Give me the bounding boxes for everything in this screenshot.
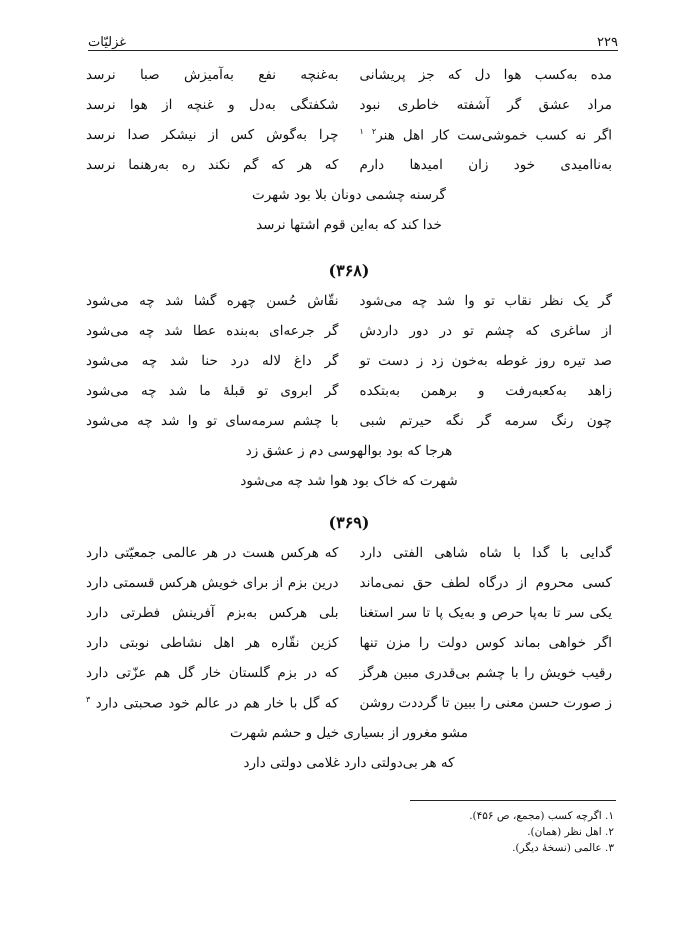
hemistich-second: که هرکس هست در هر عالمی جمعیّتی دارد	[86, 545, 339, 561]
couplet	[86, 568, 612, 598]
footnote-ref: ۲	[371, 126, 377, 136]
footnote: ۳. عالمی (نسخهٔ دیگر).	[512, 842, 614, 854]
couplet	[86, 628, 612, 658]
footnote: ۲. اهل نظر (همان).	[527, 826, 614, 838]
hemistich-second: گر داغ لاله درد حنا شد چه می‌شود	[86, 353, 339, 369]
running-title: غزلیّات	[88, 35, 127, 50]
couplet	[86, 90, 612, 120]
couplet	[86, 538, 612, 568]
hemistich-second: به‌غنچه نفع به‌آمیزش صبا نرسد	[86, 67, 339, 83]
page-header	[88, 28, 618, 50]
footnote-rule	[410, 800, 616, 801]
final-hemistich: هرجا که بود بوالهوسی دم ز عشق زد	[245, 443, 453, 459]
hemistich-second: که در بزم گلستان خار گل هم عزّتی دارد	[86, 665, 339, 681]
couplet	[86, 346, 612, 376]
footnote-ref: ۳	[86, 694, 91, 704]
couplet	[86, 598, 612, 628]
hemistich-text: اگر نه کسب خموشی‌ست کار اهل هنر	[376, 127, 612, 144]
footnote-ref: ۱	[359, 126, 364, 136]
hemistich-second: با چشم سرمه‌سای تو وا شد چه می‌شود	[86, 413, 339, 429]
ghazal-number: (۳۶۹)	[328, 513, 370, 532]
couplet	[86, 376, 612, 406]
couplet	[86, 688, 612, 718]
ghazal-369	[86, 508, 612, 778]
header-rule	[88, 50, 618, 51]
ghazal-368	[86, 256, 612, 496]
hemistich-first: گر یک نظر نقاب تو وا شد چه می‌شود	[359, 293, 612, 309]
hemistich-text: که گل با خار هم در عالم خود صحبتی دارد	[95, 695, 339, 712]
hemistich-first: صد تیره روز غوطه به‌خون زد ز دست تو	[359, 353, 612, 369]
hemistich-second: گر جرعه‌ای به‌بنده عطا شد چه می‌شود	[86, 323, 339, 339]
couplet	[86, 286, 612, 316]
final-hemistich: مشو مغرور از بسیاری خیل و حشم شهرت	[229, 725, 469, 741]
hemistich-first: مراد عشق گر آشفته خاطری نبود	[359, 97, 612, 113]
couplet	[86, 658, 612, 688]
hemistich-first: گدایی با گدا با شاه شاهی الفتی دارد	[359, 545, 612, 561]
hemistich-first: مده به‌کسب هوا دل که جز پریشانی	[359, 67, 612, 83]
hemistich-second: نقّاش حُسن چهره گشا شد چه می‌شود	[86, 293, 339, 309]
hemistich-first: اگر خواهی بماند کوس دولت را مزن تنها	[359, 635, 612, 651]
couplet	[86, 150, 612, 180]
ghazal-367-end	[86, 60, 612, 240]
hemistich-first: به‌ناامیدی خود زان امیدها دارم	[359, 157, 612, 173]
hemistich-second: درین بزم از برای خویش هرکس قسمتی دارد	[86, 575, 339, 591]
hemistich-second: شکفتگی به‌دل و غنچه از هوا نرسد	[86, 97, 339, 113]
hemistich-first: رقیب خویش را با چشم بی‌قدری مبین هرگز	[359, 665, 612, 681]
hemistich-first: یکی سر تا به‌پا حرص و به‌یک پا تا سر استغنا	[359, 605, 612, 621]
hemistich-second: که هر که گم نکند ره به‌رهنما نرسد	[86, 157, 339, 173]
couplet	[86, 120, 612, 150]
couplet	[86, 60, 612, 90]
hemistich-second	[86, 695, 338, 712]
final-hemistich: شهرت که خاک بود هوا شد چه می‌شود	[240, 473, 458, 489]
hemistich-first: از ساغری که چشم تو در دور داردش	[359, 323, 612, 339]
hemistich-second: بلی هرکس به‌بزم آفرینش فطرتی دارد	[86, 605, 339, 621]
final-hemistich: که هر بی‌دولتی دارد غلامی دولتی دارد	[243, 755, 455, 771]
couplet	[86, 406, 612, 436]
ghazal-number: (۳۶۸)	[328, 261, 370, 280]
final-hemistich: گرسنه چشمی دونان بلا بود شهرت	[252, 187, 446, 203]
page-number: ۲۲۹	[597, 35, 618, 50]
hemistich-first: زاهد به‌کعبه‌رفت و برهمن به‌بتکده	[359, 383, 612, 399]
hemistich-second: گر ابروی تو قبلهٔ ما شد چه می‌شود	[86, 383, 339, 399]
hemistich-first: چون رنگ سرمه گر نگه حیرتم شبی	[359, 413, 612, 429]
hemistich-first: کسی محروم از درگاه لطف حق نمی‌ماند	[359, 575, 612, 591]
hemistich-second: کزین نقّاره هر اهل نشاطی نوبتی دارد	[86, 635, 339, 651]
hemistich-first: ز صورت حسن معنی را ببین تا گرددت روشن	[359, 695, 612, 711]
couplet	[86, 316, 612, 346]
hemistich-first	[360, 127, 612, 144]
footnote: ۱. اگرچه کسب (مجمع، ص ۴۵۶).	[469, 810, 614, 822]
final-hemistich: خدا کند که به‌این قوم اشتها نرسد	[256, 217, 442, 233]
hemistich-second: چرا به‌گوش کس از نیشکر صدا نرسد	[86, 127, 339, 143]
footnotes	[300, 808, 614, 856]
